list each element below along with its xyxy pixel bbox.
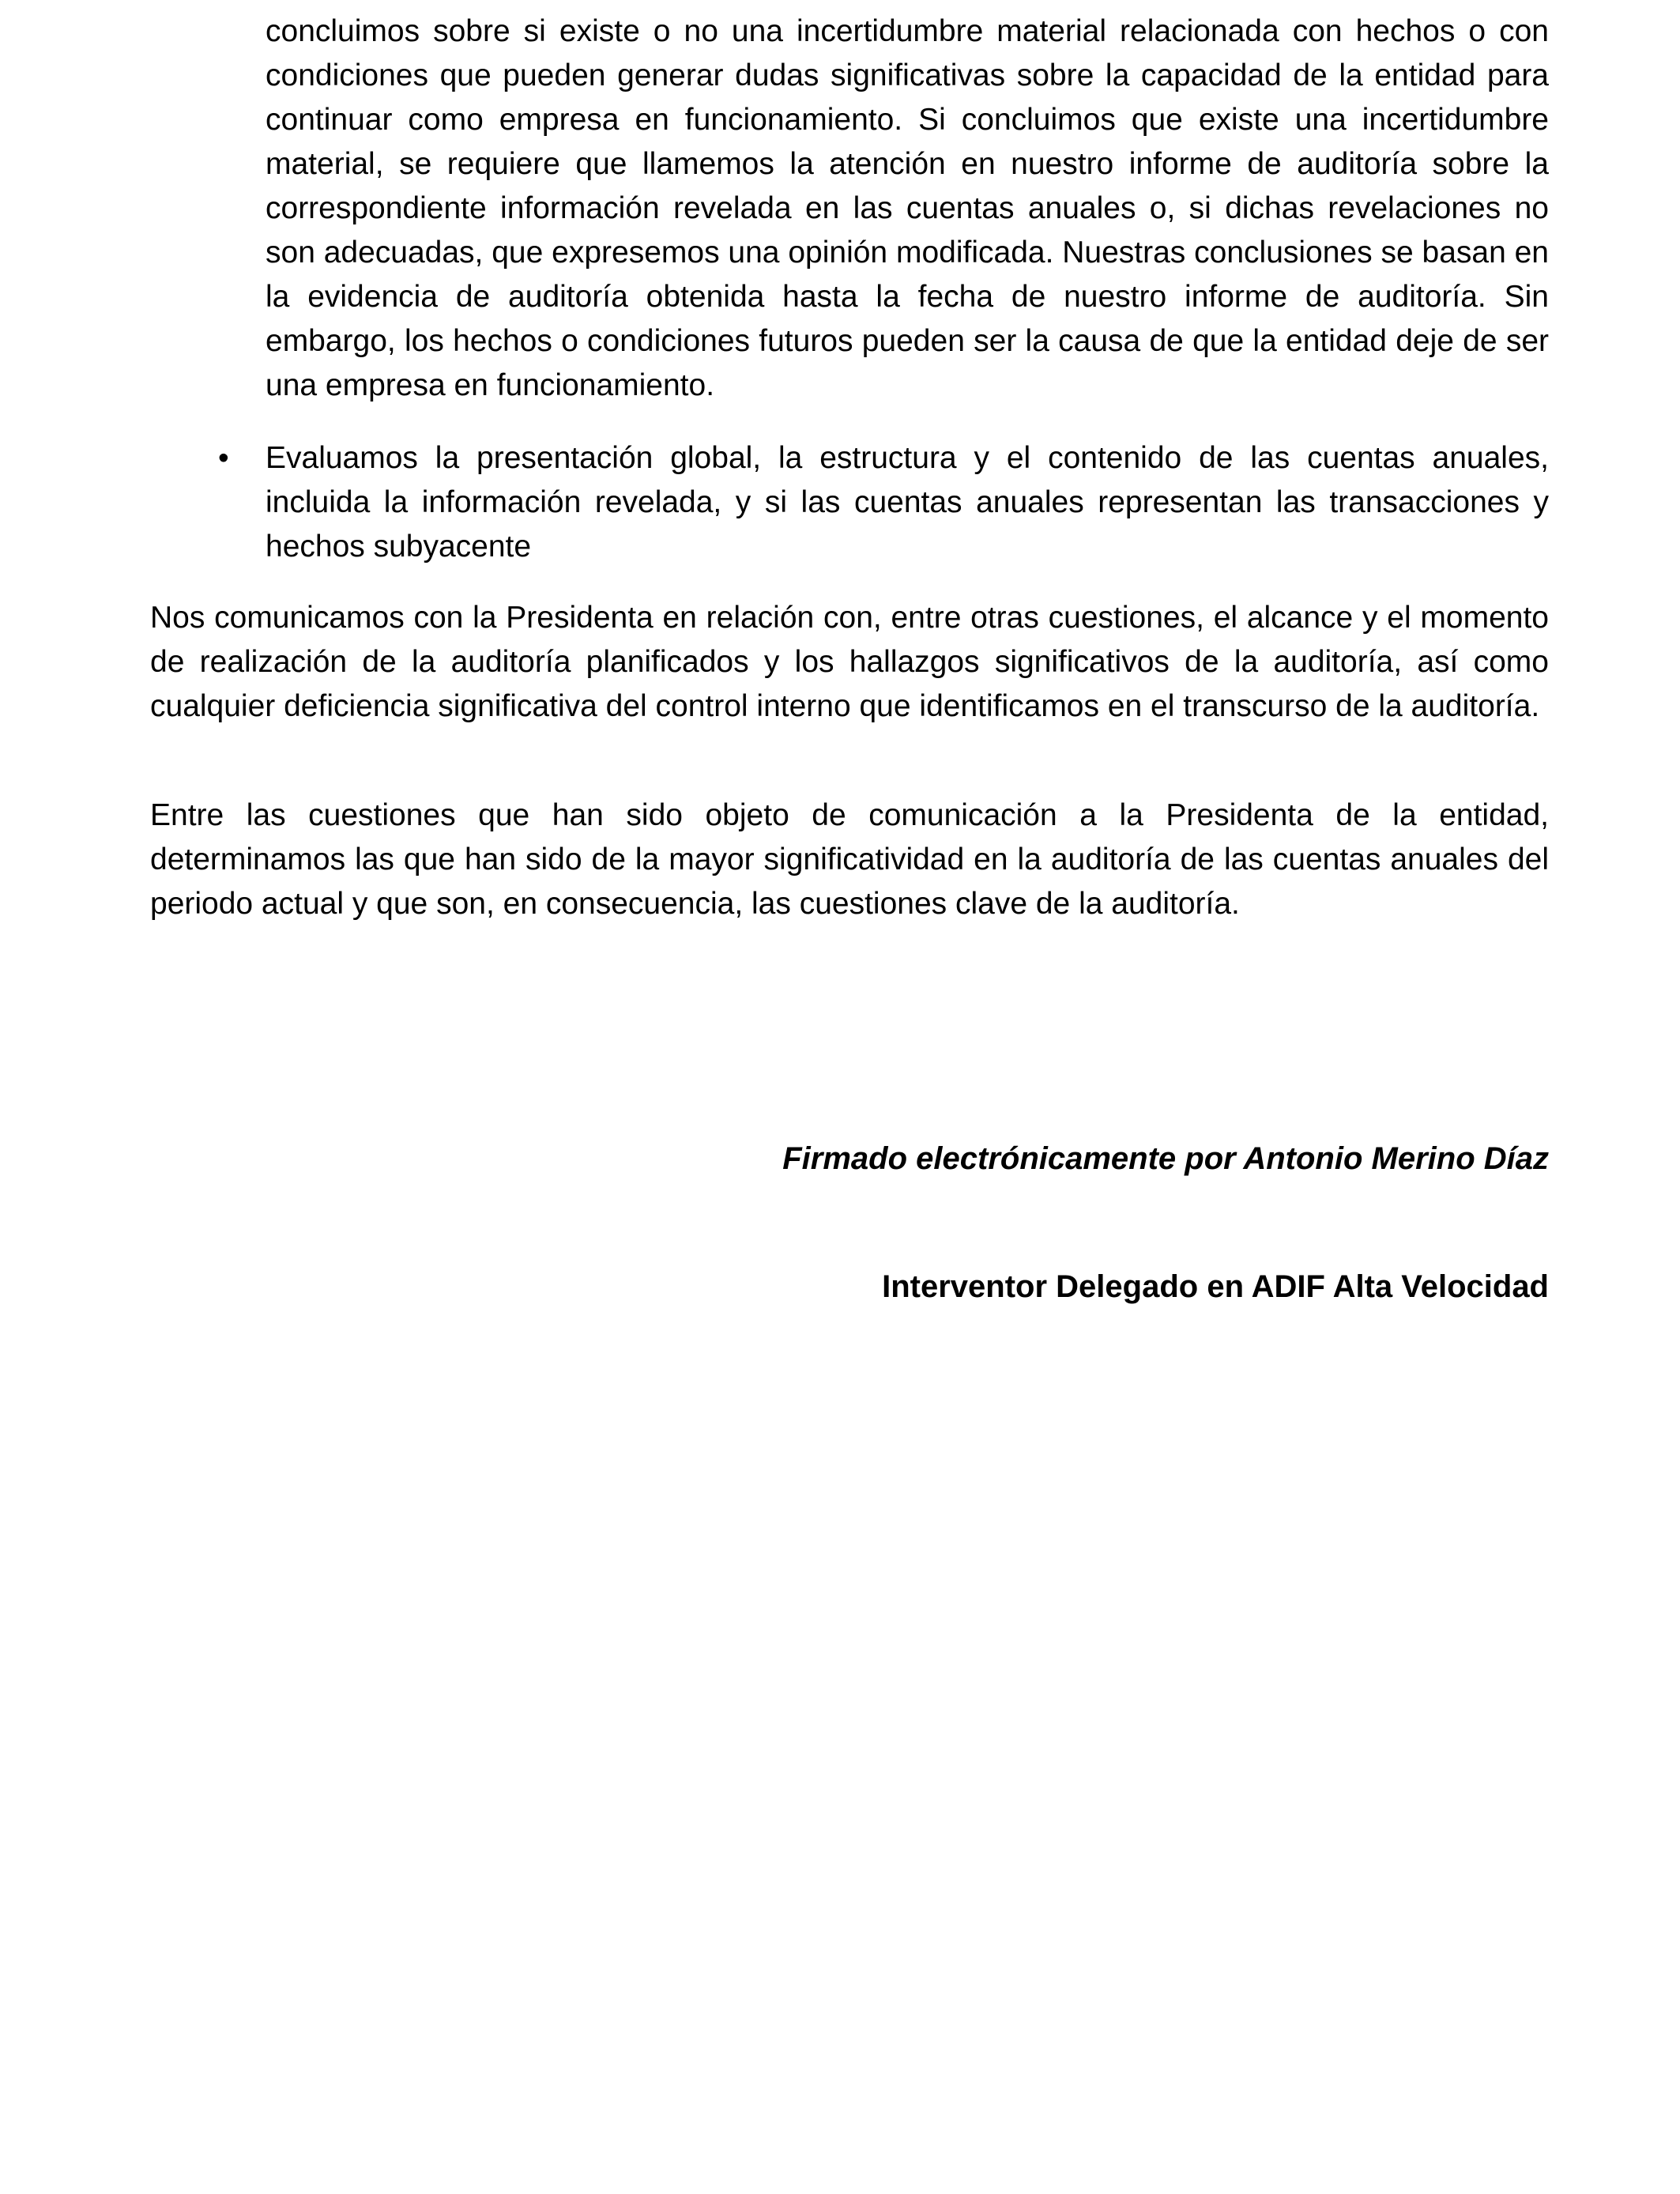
paragraph-key-matters: Entre las cuestiones que han sido objeto de comunicación a la Presidenta de la entidad, determinamos las que han sido de la mayor significatividad en la auditoría de las cuentas anuales del periodo actual y que son, en consecuencia, las cuestiones clave de la auditoría. (150, 798, 1549, 921)
paragraph-communication: Nos comunicamos con la Presidenta en relación con, entre otras cuestiones, el alcance y el momento de realización de la auditoría planificados y los hallazgos significativos de la auditoría, así como cualquier deficiencia significativa del control interno que identificamos en el transcurso de la auditoría. (150, 601, 1549, 723)
signer-role: Interventor Delegado en ADIF Alta Velocidad (882, 1269, 1549, 1304)
bullet-item-text: Evaluamos la presentación global, la estructura y el contenido de las cuentas anuales, incluida la información revelada, y si las cuentas anuales representan las transacciones y hechos subyacente (266, 441, 1549, 564)
continued-paragraph: concluimos sobre si existe o no una incertidumbre material relacionada con hechos o con condiciones que pueden generar dudas significativas sobre la capacidad de la entidad para continuar como empresa en funcionamiento. Si concluimos que existe una incertidumbre material, se requiere que llamemos la atención en nuestro informe de auditoría sobre la correspondiente información revelada en las cuentas anuales o, si dichas revelaciones no son adecuadas, que expresemos una opinión modificada. Nuestras conclusiones se basan en la evidencia de auditoría obtenida hasta la fecha de nuestro informe de auditoría. Sin embargo, los hechos o condiciones futuros pueden ser la causa de que la entidad deje de ser una empresa en funcionamiento. (266, 14, 1549, 402)
bullet-icon: • (218, 441, 229, 475)
signature-line: Firmado electrónicamente por Antonio Merino Díaz (782, 1141, 1549, 1176)
